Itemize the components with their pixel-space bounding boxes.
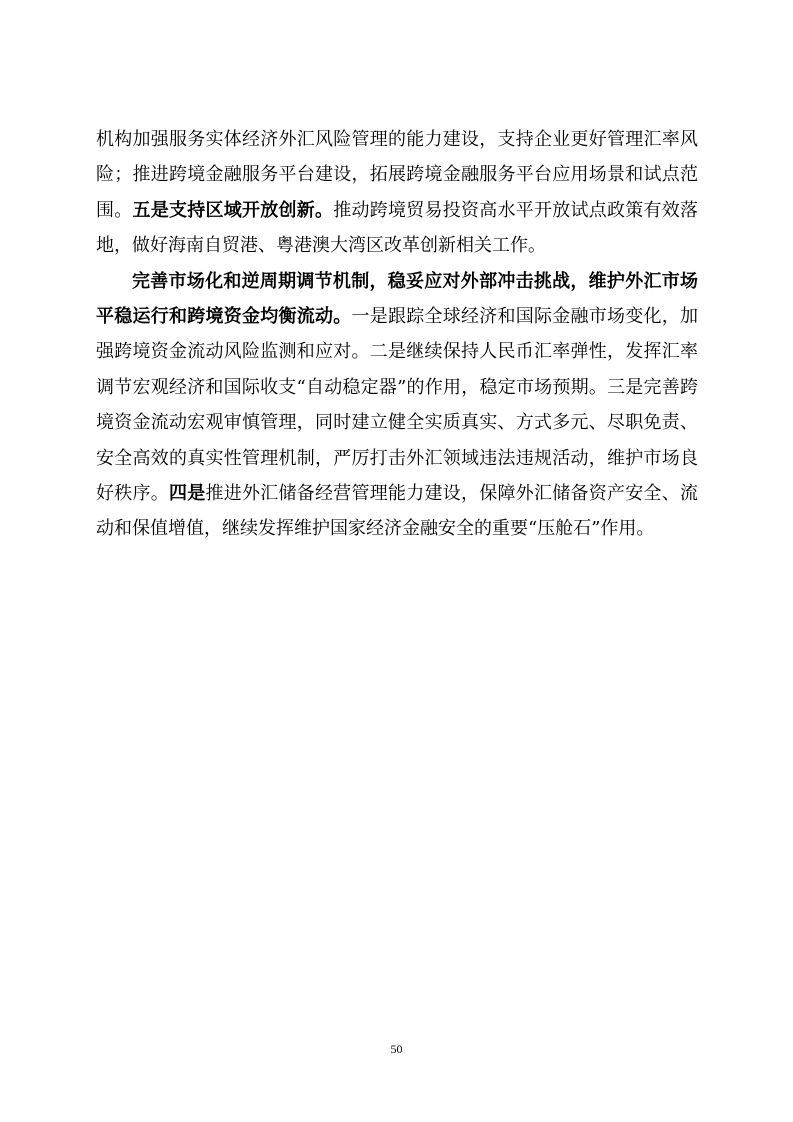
text-segment-bold: 完善市场化和逆周期调节机制，稳妥应对外部冲击挑战，维护外汇市场平稳运行和跨境资金均衡流动。 (96, 270, 698, 328)
text-segment-bold (96, 483, 698, 539)
text-segment: 三是完善跨境资金流动宏观审慎管理，同时建立健全实质真实、方式多元、尽职免责、安全高效的真实性管理机制，严厉打击外汇领域违法违规活动，维护市场良好秩序。 (96, 376, 698, 505)
paragraph-regional-opening (96, 122, 698, 264)
page-number: 50 (390, 1042, 403, 1056)
text-segment-rest: 推进外汇储备经营管理能力建设，保障外汇储备资产安全、流动和保值增值，继续发挥维护国家经济金融安全的重要“压舱石”作用。 (96, 483, 698, 540)
text-segment: 一是跟踪全球经济和国际金融市场变化，加强跨境资金流动风险监测和应对。 (96, 306, 698, 363)
paragraph-market-mechanism (96, 264, 698, 547)
text-segment: 推动跨境贸易投资高水平开放试点政策有效落地，做好海南自贸港、粤港澳大湾区改革创新相关工作。 (96, 199, 698, 257)
text-segment-lead: 四是 (169, 483, 206, 505)
text-segment-bold: 五是支持区域开放创新。 (132, 199, 334, 221)
text-segment: 二是继续保持人民币汇率弹性，发挥汇率调节宏观经济和国际收支“自动稳定器”的作用，稳定市场预期。 (96, 341, 698, 398)
body-text (96, 122, 698, 547)
text-segment: 机构加强服务实体经济外汇风险管理的能力建设，支持企业更好管理汇率风险；推进跨境金融服务平台建设，拓展跨境金融服务平台应用场景和试点范围。 (96, 129, 698, 221)
